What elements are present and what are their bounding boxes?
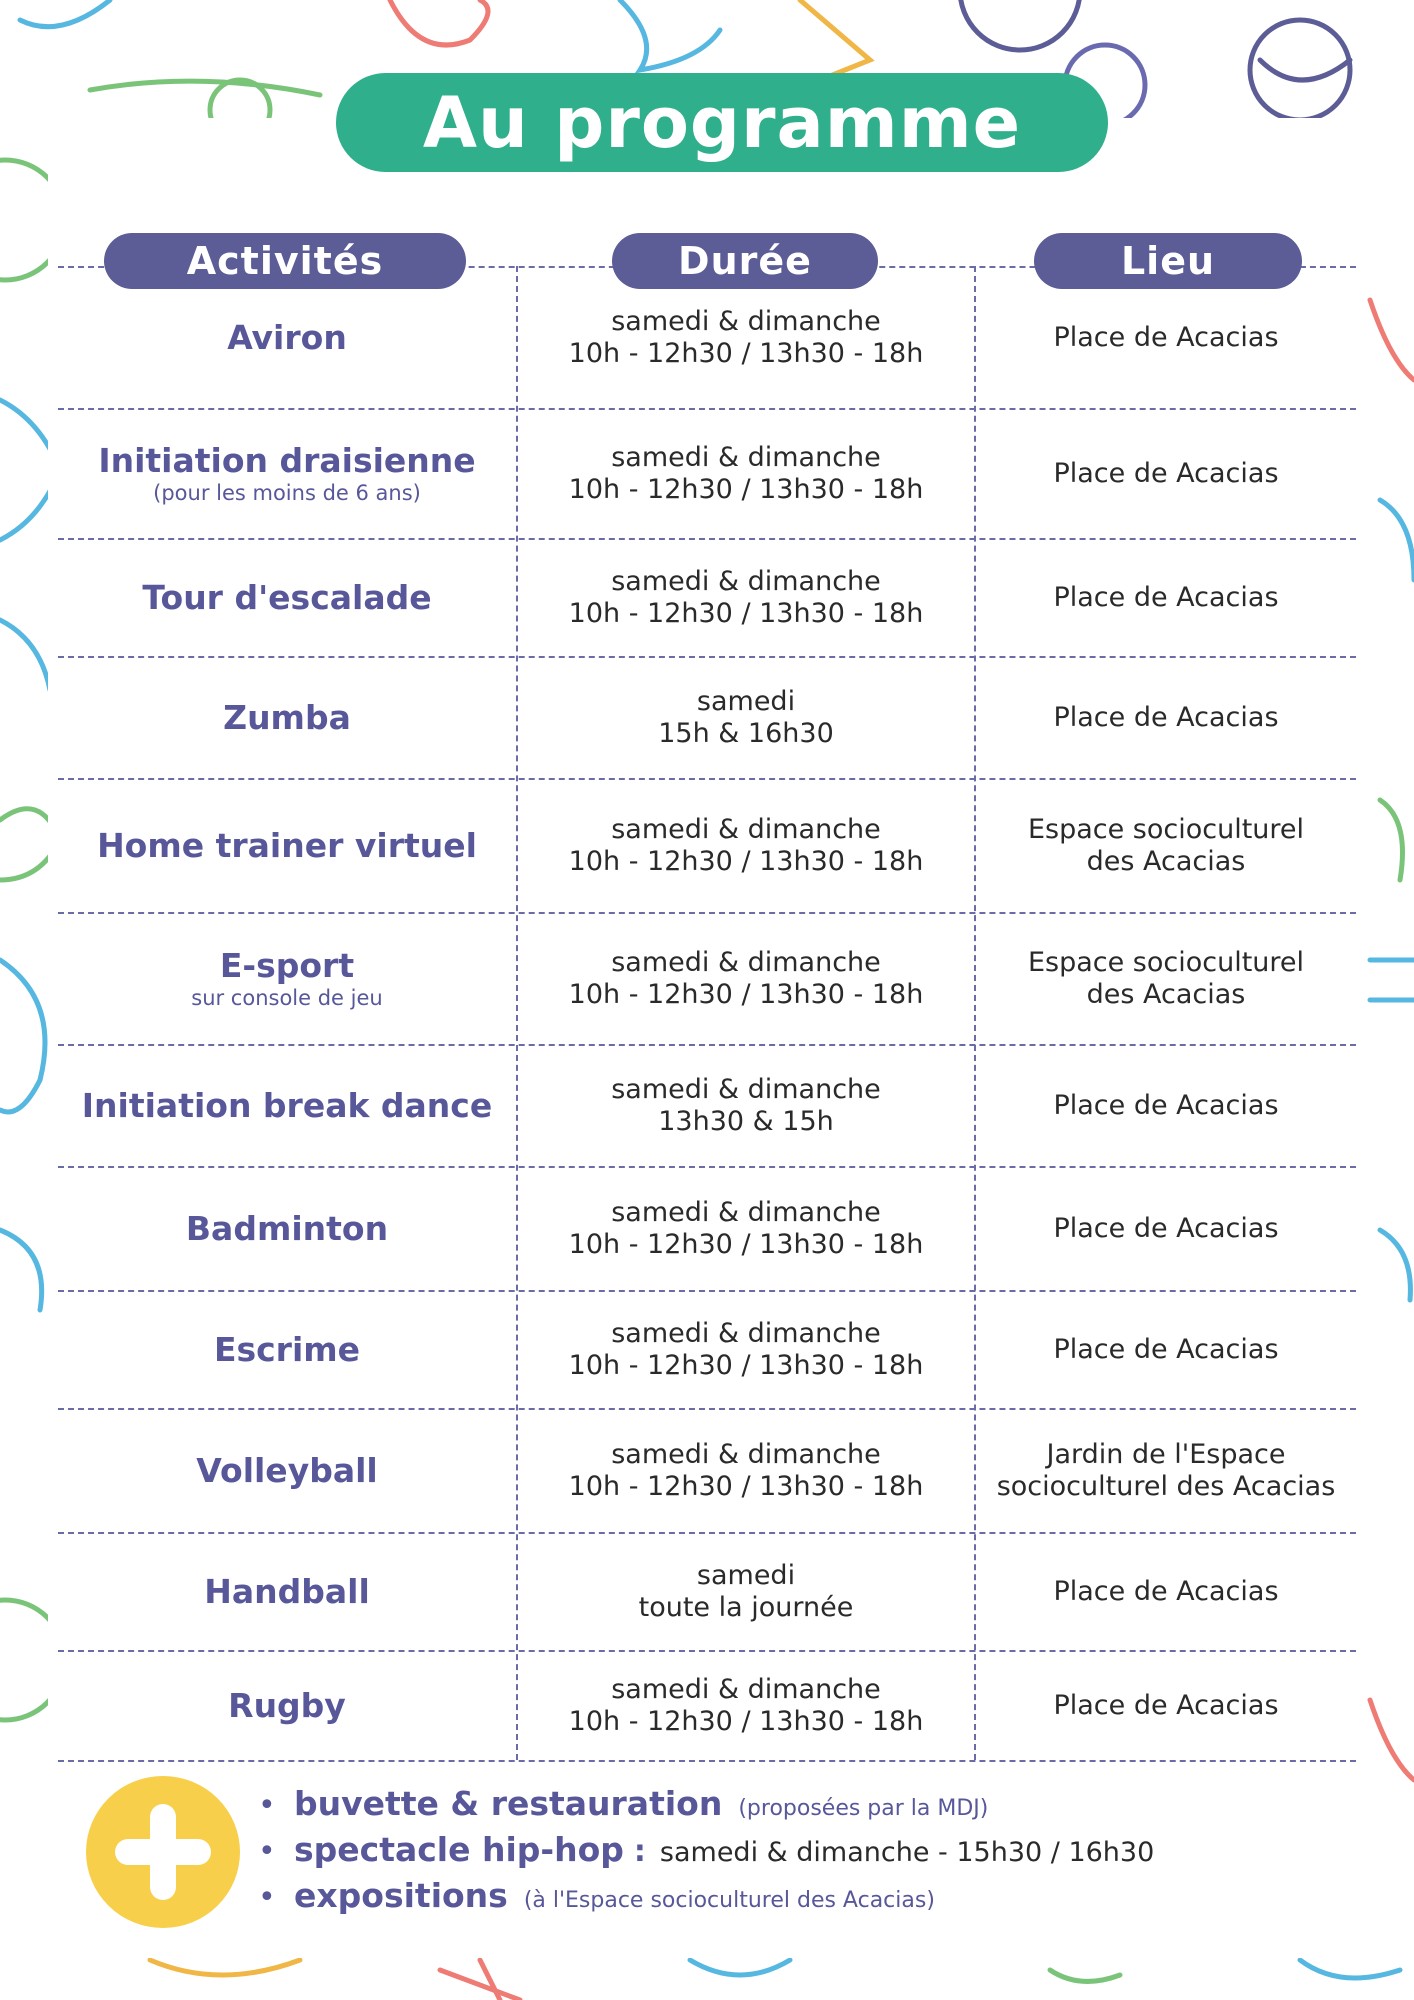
duration-hours: toute la journée xyxy=(638,1592,854,1623)
place-line-1: Espace socioculturel xyxy=(1027,947,1305,978)
duration-hours: 10h - 12h30 / 13h30 - 18h xyxy=(568,1350,924,1381)
list-item xyxy=(258,1830,1358,1876)
activity-name: E-sport xyxy=(219,946,355,985)
plus-icon xyxy=(86,1776,240,1928)
table-row xyxy=(58,1046,1356,1166)
duration-days: samedi & dimanche xyxy=(611,814,881,845)
activity-name: Initiation draisienne xyxy=(98,441,476,480)
row-divider xyxy=(58,408,1356,410)
header-duration: Durée xyxy=(612,233,878,289)
activity-name: Zumba xyxy=(223,698,351,737)
extra-label: buvette & restauration xyxy=(294,1784,723,1823)
row-divider xyxy=(58,1760,1356,1762)
activity-note: (pour les moins de 6 ans) xyxy=(153,481,421,505)
row-divider xyxy=(58,656,1356,658)
row-divider xyxy=(58,1532,1356,1534)
row-divider xyxy=(58,912,1356,914)
activity-name: Escrime xyxy=(213,1330,361,1369)
table-row xyxy=(58,410,1356,538)
duration-hours: 10h - 12h30 / 13h30 - 18h xyxy=(568,1229,924,1260)
duration-hours: 10h - 12h30 / 13h30 - 18h xyxy=(568,979,924,1010)
place-line-1: Place de Acacias xyxy=(1053,1213,1279,1244)
header-place: Lieu xyxy=(1034,233,1302,289)
duration-hours: 10h - 12h30 / 13h30 - 18h xyxy=(568,474,924,505)
activity-name: Badminton xyxy=(185,1209,389,1248)
table-row xyxy=(58,268,1356,408)
table-row xyxy=(58,1534,1356,1650)
activity-name: Volleyball xyxy=(196,1451,378,1490)
extra-label: expositions xyxy=(294,1876,508,1915)
duration-days: samedi & dimanche xyxy=(611,1197,881,1228)
place-line-1: Place de Acacias xyxy=(1053,1090,1279,1121)
place-line-1: Place de Acacias xyxy=(1053,582,1279,613)
duration-days: samedi xyxy=(696,1560,796,1591)
list-item xyxy=(258,1784,1358,1830)
list-item xyxy=(258,1876,1358,1922)
activity-name: Home trainer virtuel xyxy=(97,826,477,865)
duration-days: samedi xyxy=(696,686,796,717)
bullet-icon: • xyxy=(258,1880,276,1915)
row-divider xyxy=(58,1044,1356,1046)
extra-note: (proposées par la MDJ) xyxy=(738,1796,989,1821)
duration-days: samedi & dimanche xyxy=(611,306,881,337)
duration-hours: 10h - 12h30 / 13h30 - 18h xyxy=(568,1471,924,1502)
duration-days: samedi & dimanche xyxy=(611,947,881,978)
duration-days: samedi & dimanche xyxy=(611,1439,881,1470)
place-line-1: Jardin de l'Espace xyxy=(1046,1439,1286,1470)
duration-hours: 10h - 12h30 / 13h30 - 18h xyxy=(568,1706,924,1737)
place-line-1: Place de Acacias xyxy=(1053,1576,1279,1607)
table-row xyxy=(58,1652,1356,1760)
duration-hours: 13h30 & 15h xyxy=(658,1106,834,1137)
place-line-1: Place de Acacias xyxy=(1053,322,1279,353)
page-title: Au programme xyxy=(336,73,1108,172)
row-divider xyxy=(58,1166,1356,1168)
place-line-1: Place de Acacias xyxy=(1053,1690,1279,1721)
activity-name: Aviron xyxy=(227,318,347,357)
extra-note: (à l'Espace socioculturel des Acacias) xyxy=(523,1888,935,1913)
activity-note: sur console de jeu xyxy=(191,986,383,1010)
extras-list xyxy=(258,1784,1358,1922)
table-row xyxy=(58,658,1356,778)
bullet-icon: • xyxy=(258,1788,276,1823)
place-line-2: socioculturel des Acacias xyxy=(996,1471,1336,1502)
row-divider xyxy=(58,1290,1356,1292)
duration-hours: 10h - 12h30 / 13h30 - 18h xyxy=(568,338,924,369)
bullet-icon: • xyxy=(258,1834,276,1869)
activity-name: Rugby xyxy=(228,1686,346,1725)
table-row xyxy=(58,1410,1356,1532)
duration-days: samedi & dimanche xyxy=(611,442,881,473)
row-divider xyxy=(58,1408,1356,1410)
place-line-1: Espace socioculturel xyxy=(1027,814,1305,845)
extra-separator: : xyxy=(633,1834,646,1869)
activity-name: Initiation break dance xyxy=(81,1086,493,1125)
place-line-2: des Acacias xyxy=(1086,846,1246,877)
table-row xyxy=(58,1168,1356,1290)
duration-days: samedi & dimanche xyxy=(611,566,881,597)
duration-hours: 10h - 12h30 / 13h30 - 18h xyxy=(568,846,924,877)
duration-days: samedi & dimanche xyxy=(611,1318,881,1349)
row-divider xyxy=(58,538,1356,540)
activity-name: Handball xyxy=(204,1572,370,1611)
row-divider xyxy=(58,778,1356,780)
place-line-1: Place de Acacias xyxy=(1053,1334,1279,1365)
table-row xyxy=(58,780,1356,912)
extra-time: samedi & dimanche - 15h30 / 16h30 xyxy=(659,1837,1155,1868)
place-line-2: des Acacias xyxy=(1086,979,1246,1010)
place-line-1: Place de Acacias xyxy=(1053,458,1279,489)
table-row xyxy=(58,1292,1356,1408)
duration-days: samedi & dimanche xyxy=(611,1674,881,1705)
duration-hours: 10h - 12h30 / 13h30 - 18h xyxy=(568,598,924,629)
row-divider xyxy=(58,1650,1356,1652)
duration-days: samedi & dimanche xyxy=(611,1074,881,1105)
plus-badge xyxy=(86,1776,240,1928)
table-row xyxy=(58,540,1356,656)
duration-hours: 15h & 16h30 xyxy=(658,718,834,749)
place-line-1: Place de Acacias xyxy=(1053,702,1279,733)
activity-name: Tour d'escalade xyxy=(142,578,432,617)
table-row xyxy=(58,914,1356,1044)
extra-label: spectacle hip-hop xyxy=(294,1830,624,1869)
header-activities: Activités xyxy=(104,233,466,289)
